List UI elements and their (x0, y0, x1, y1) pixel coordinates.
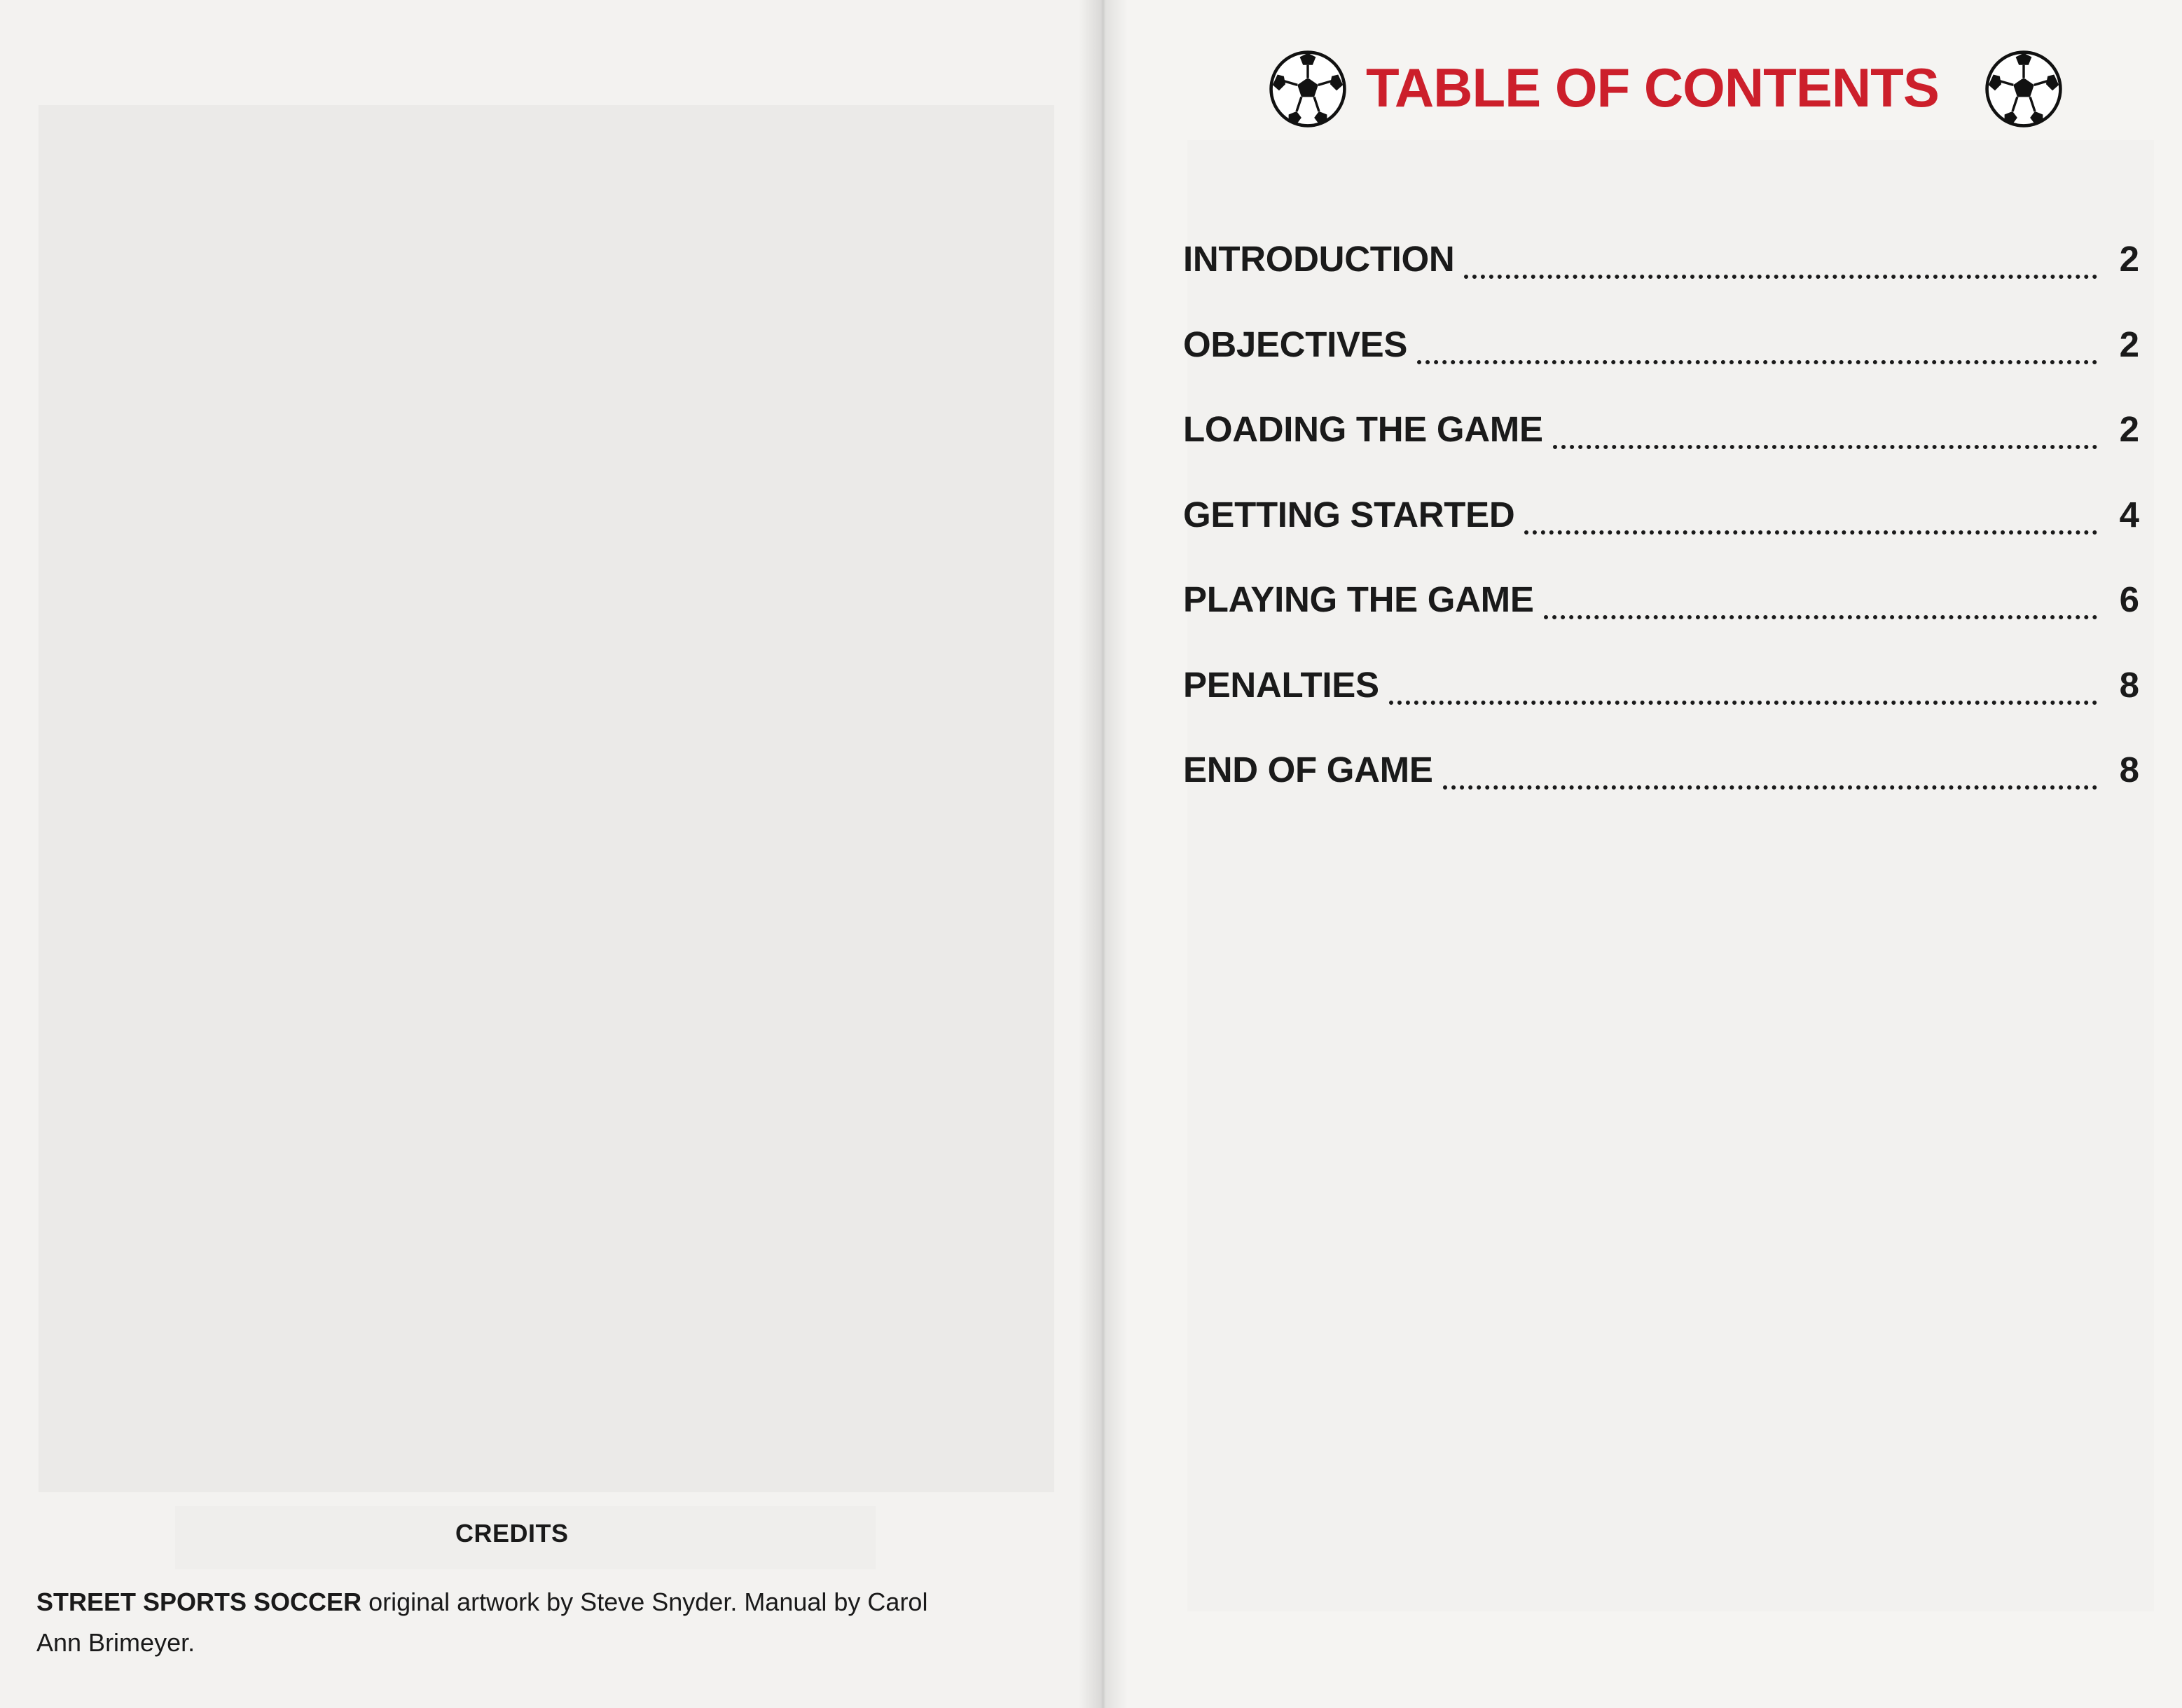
toc-row-introduction (1183, 238, 2139, 324)
toc-page-number: 2 (2119, 324, 2139, 364)
toc-row-loading-the-game (1183, 408, 2139, 494)
book-gutter (1079, 0, 1128, 1708)
toc-page-number: 2 (2119, 409, 2139, 449)
toc-row-end-of-game (1183, 749, 2139, 834)
toc-entry-label: END OF GAME (1183, 750, 1433, 790)
toc-title: TABLE OF CONTENTS (1366, 57, 1939, 118)
credits-line-1 (36, 1582, 1031, 1623)
toc-entry-label: LOADING THE GAME (1183, 409, 1543, 449)
toc-row-playing-the-game (1183, 579, 2139, 664)
credits-line-1-rest: original artwork by Steve Snyder. Manual by Carol (361, 1588, 928, 1616)
soccer-ball-icon (1268, 49, 1348, 129)
toc-dot-leader (1443, 757, 2097, 790)
credits-text (36, 1582, 1031, 1663)
toc-page-number: 2 (2119, 239, 2139, 279)
toc-row-getting-started (1183, 494, 2139, 579)
toc-page-number: 8 (2119, 750, 2139, 790)
toc-page-number: 4 (2119, 494, 2139, 535)
toc-entry-label: GETTING STARTED (1183, 494, 1515, 535)
toc-row-penalties (1183, 664, 2139, 750)
toc-dot-leader (1389, 673, 2097, 705)
toc-row-objectives (1183, 324, 2139, 409)
toc-entry-label: INTRODUCTION (1183, 239, 1455, 279)
credits-game-title: STREET SPORTS SOCCER (36, 1588, 362, 1616)
toc-page-number: 8 (2119, 664, 2139, 705)
toc-entry-label: OBJECTIVES (1183, 324, 1408, 364)
toc-dot-leader (1553, 417, 2097, 449)
toc-dot-leader (1417, 332, 2097, 364)
credits-heading: CREDITS (455, 1519, 569, 1548)
toc-entry-label: PLAYING THE GAME (1183, 579, 1534, 619)
credits-line-2: Ann Brimeyer. (36, 1628, 195, 1657)
toc-entry-label: PENALTIES (1183, 664, 1379, 705)
toc-dot-leader (1544, 587, 2097, 619)
soccer-ball-icon (1984, 49, 2064, 129)
toc-dot-leader (1464, 247, 2097, 279)
toc-page-number: 6 (2119, 579, 2139, 619)
toc-list (1183, 238, 2139, 834)
faded-artwork-area (39, 105, 1054, 1492)
toc-dot-leader (1524, 502, 2097, 535)
toc-header (1268, 49, 2182, 140)
